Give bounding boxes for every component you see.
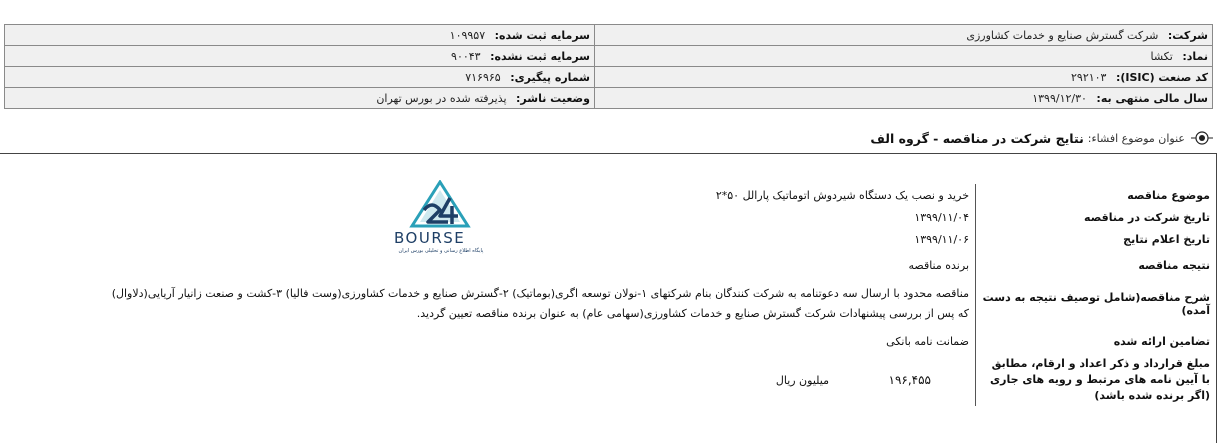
amount-unit: میلیون ریال	[775, 373, 829, 387]
registered-capital-value: ۱۰۹۹۵۷	[449, 28, 486, 42]
amount-cell	[94, 354, 976, 406]
unregistered-capital-cell	[5, 46, 595, 67]
company-cell	[595, 25, 1213, 46]
description-value: مناقصه محدود با ارسال سه دعوتنامه به شرکت کنندگان بنام شرکتهای ۱-نولان توسعه اگری(بوماتیک) ۲-گسترش صنایع و خدمات کشاورزی(وست فالیا) ۳-کشت و صنعت زانیار آریایی(دلاوال) که پس از بررسی پیشنهادات شرکت گسترش صنایع و خدمات کشاورزی(سهامی عام) به عنوان برنده مناقصه تعیین گردید.	[111, 287, 969, 320]
participation-date-value: ۱۳۹۹/۱۱/۰۴	[914, 210, 969, 224]
result-date-label: تاریخ اعلام نتایج	[976, 228, 1213, 250]
participation-date-label: تاریخ شرکت در مناقصه	[976, 206, 1213, 228]
publisher-status-label: وضعیت ناشر:	[516, 91, 590, 105]
symbol-cell	[595, 46, 1213, 67]
logo-subtitle: پایگاه اطلاع رسانی و تحلیلی بورس ایران	[398, 248, 484, 254]
result-label: نتیجه مناقصه	[976, 250, 1213, 280]
subject-label: عنوان موضوع افشاء:	[1087, 131, 1185, 145]
detail-row-amount	[94, 354, 1212, 406]
registered-capital-cell	[5, 25, 595, 46]
symbol-value: تکشا	[1150, 49, 1173, 63]
logo-text: BOURSE	[394, 229, 466, 247]
target-bullet-icon	[1191, 127, 1213, 149]
bourse-logo-mark	[388, 180, 492, 230]
company-info-table	[4, 24, 1213, 109]
symbol-label: نماد:	[1182, 49, 1208, 63]
result-date-value: ۱۳۹۹/۱۱/۰۶	[914, 232, 969, 246]
amount-label: مبلغ قرارداد و ذکر اعداد و ارقام، مطابق با آیین نامه های مرتبط و رویه های جاری (اگر برنده شده باشد)	[976, 354, 1213, 406]
tracking-cell	[5, 67, 595, 88]
tender-subject-label: موضوع مناقصه	[976, 184, 1213, 206]
disclosure-subject	[870, 127, 1213, 149]
tender-subject-value: خرید و نصب یک دستگاه شیردوش اتوماتیک پارالل ۵۰*۲	[715, 188, 969, 202]
detail-row-participation-date	[94, 206, 1212, 228]
isic-cell	[595, 67, 1213, 88]
info-row	[5, 46, 1213, 67]
detail-row-subject	[94, 184, 1212, 206]
isic-value: ۲۹۲۱۰۳	[1071, 70, 1107, 84]
publisher-status-cell	[5, 88, 595, 109]
detail-row-guarantee	[94, 328, 1212, 354]
tracking-value: ۷۱۶۹۶۵	[465, 70, 501, 84]
company-label: شرکت:	[1167, 28, 1208, 42]
info-row	[5, 67, 1213, 88]
fiscal-label: سال مالی منتهی به:	[1096, 91, 1208, 105]
company-value: شرکت گسترش صنایع و خدمات کشاورزی	[966, 28, 1159, 42]
publisher-status-value: پذیرفته شده در بورس تهران	[376, 91, 507, 105]
guarantee-value: ضمانت نامه بانکی	[886, 334, 969, 348]
guarantee-label: تضامین ارائه شده	[976, 328, 1213, 354]
tender-details-box	[0, 153, 1217, 444]
bourse-logo	[388, 180, 492, 266]
detail-row-result-date	[94, 228, 1212, 250]
unregistered-capital-label: سرمایه ثبت نشده:	[490, 49, 590, 63]
registered-capital-label: سرمایه ثبت شده:	[494, 28, 590, 42]
fiscal-cell	[595, 88, 1213, 109]
info-row	[5, 88, 1213, 109]
fiscal-value: ۱۳۹۹/۱۲/۳۰	[1032, 91, 1087, 105]
subject-title: نتایج شرکت در مناقصه - گروه الف	[870, 130, 1084, 146]
info-row	[5, 25, 1213, 46]
result-value: برنده مناقصه	[908, 258, 969, 272]
detail-row-result	[94, 250, 1212, 280]
unregistered-capital-value: ۹۰۰۴۳	[451, 49, 481, 63]
tracking-label: شماره پیگیری:	[510, 70, 590, 84]
description-label: شرح مناقصه(شامل توصیف نتیجه به دست آمده)	[976, 280, 1213, 328]
detail-row-description	[94, 280, 1212, 328]
isic-label: کد صنعت (ISIC):	[1115, 70, 1208, 84]
amount-value: ۱۹۶,۴۵۵	[888, 373, 931, 387]
tender-details-table	[94, 184, 1212, 406]
